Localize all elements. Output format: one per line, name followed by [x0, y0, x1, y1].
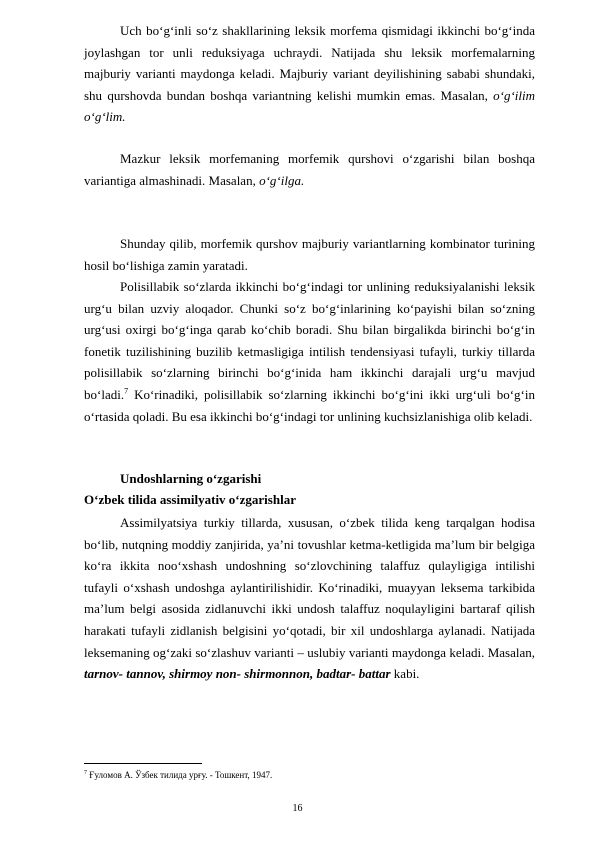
- paragraph-assimilation: [84, 512, 535, 685]
- paragraph-text: Assimilyatsiya turkiy tillarda, xususan, o‘zbek tilida keng tarqalgan hodisa bo‘lib, nutqning moddiy zanjirida, ya’ni tovushlar ketma-ketligida ma’lum bir belgiga ko‘ra ikkita noo‘xshash undoshning so‘zlovchining talaffuz qulayligiga intilishi tufayli o‘xshash undoshga aylantirilishidir. Ko‘rinadiki, muayyan leksema tarkibida ma’lum belgi asosida zidlanuvchi ikki undosh talaffuz noqulayligini bartaraf qilish harakati tufayli zidlanish belgisini yo‘qotadi, bir xil undoshlarga aylanadi. Natijada leksemaning og‘zaki so‘zlashuv varianti – uslubiy varianti maydonga keladi. Masalan,: [84, 515, 535, 660]
- section-heading: Undoshlarning o‘zgarishi: [120, 471, 262, 486]
- example-italic: o‘g‘ilga.: [259, 172, 305, 188]
- subsection-heading: O‘zbek tilida assimilyativ o‘zgarishlar: [84, 492, 296, 507]
- paragraph-reduction-trisyllabic: [84, 20, 535, 128]
- paragraph-text: Mazkur leksik morfemaning morfemik qurshovi o‘zgarishi bilan boshqa variantiga almashinadi. Masalan,: [84, 151, 535, 188]
- paragraph-text: Shunday qilib, morfemik qurshov majburiy variantlarning kombinator turining hosil bo‘lishiga zamin yaratadi.: [84, 236, 535, 273]
- footnote-separator: [84, 763, 202, 764]
- paragraph-text: Ko‘rinadiki, polisillabik so‘zlarning ikkinchi bo‘g‘ini ikki urg‘uli bo‘g‘in o‘rtasida qoladi. Bu esa ikkinchi bo‘g‘indagi tor unlining kuchsizlanishiga olib keladi.: [84, 386, 535, 424]
- footnote-reference: 7: [124, 386, 129, 396]
- page-number: 16: [292, 803, 303, 814]
- footnote: [84, 769, 272, 781]
- paragraph-polysyllabic: [84, 276, 535, 427]
- footnote-text: Ғуломов А. Ўзбек тилида урғу. - Тошкент, 1947.: [89, 770, 273, 780]
- paragraph-text: kabi.: [390, 666, 420, 682]
- paragraph-text: Uch bo‘g‘inli so‘z shakllarining leksik morfema qismidagi ikkinchi bo‘g‘inda joylashgan tor unli reduksiyaga uchraydi. Natijada shu leksik morfemalarning majburiy varianti maydonga keladi. Majburiy variant deyilishining sababi shundaki, shu qurshovda bundan boshqa variantning kelishi mumkin emas. Masalan,: [84, 23, 535, 103]
- paragraph-text: Polisillabik so‘zlarda ikkinchi bo‘g‘indagi tor unlining reduksiyalanishi leksik urg‘u bilan uzviy aloqador. Chunki so‘z bo‘g‘inlarining ko‘payishi bilan so‘zning urg‘usi oxirgi bo‘g‘inga qarab ko‘chib boradi. Shu bilan birgalikda birinchi bo‘g‘in fonetik tuzilishining buzilib ketmasligiga intilish tendensiyasi tufayli, turkiy tillarda polisillabik so‘zlarning birinchi bo‘g‘inida ham ikkinchi darajali urg‘u mavjud bo‘ladi.: [84, 279, 535, 402]
- paragraph-conclusion: [84, 233, 535, 276]
- paragraph-morphemic-environment: [84, 148, 535, 191]
- footnote-number: 7: [84, 770, 87, 776]
- example-bold-italic: tarnov- tannov, shirmoy non- shirmonnon, badtar- battar: [84, 666, 391, 682]
- example-italic: o‘g‘ilim o‘g‘lim.: [84, 87, 535, 125]
